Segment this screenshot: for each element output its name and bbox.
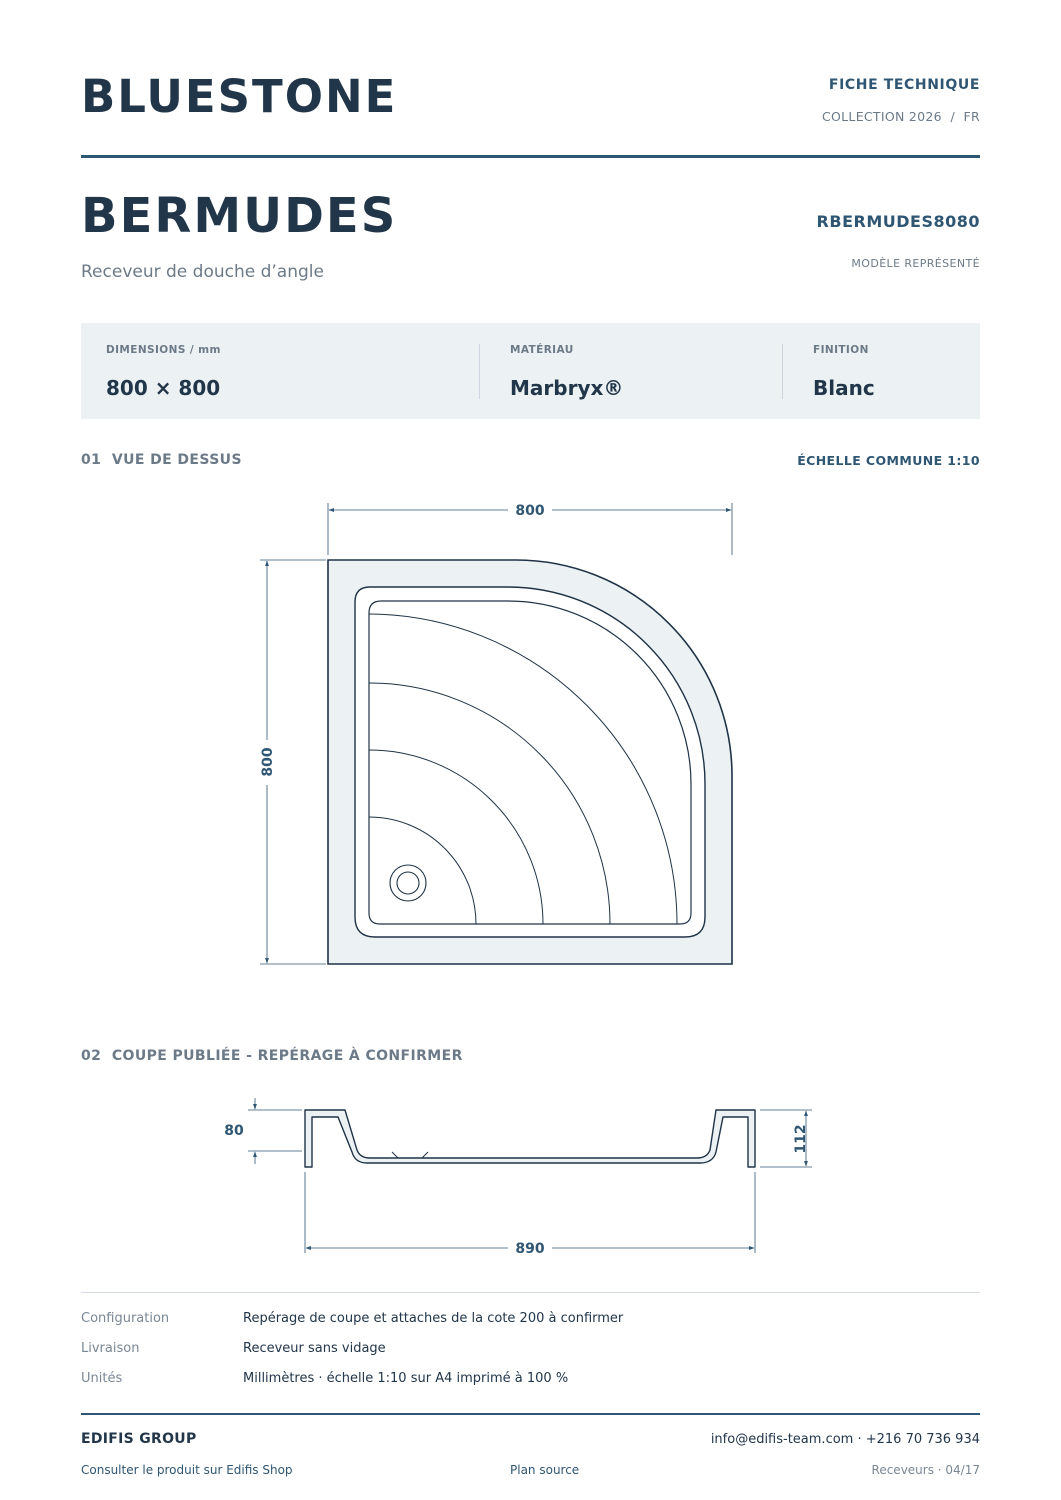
product-subtitle: Receveur de douche d’angle — [81, 262, 324, 282]
info-value: Millimètres · échelle 1:10 sur A4 imprimé à 100 % — [243, 1371, 569, 1386]
info-value: Repérage de coupe et attaches de la cote 200 à confirmer — [243, 1311, 624, 1326]
info-key: Livraison — [81, 1341, 140, 1356]
width-dimension-label: 800 — [515, 503, 545, 519]
footer-divider — [81, 1413, 980, 1415]
plan-source-link[interactable]: Plan source — [510, 1463, 580, 1477]
length-dimension-label: 890 — [515, 1241, 545, 1257]
contact-info[interactable]: info@edifis-team.com · +216 70 736 934 — [710, 1432, 980, 1447]
top-view-drawing — [240, 495, 760, 975]
product-name: BERMUDES — [81, 188, 398, 244]
spec-value: 800 × 800 — [106, 376, 221, 400]
info-value: Receveur sans vidage — [243, 1341, 386, 1356]
section-title-section-view — [81, 1048, 463, 1064]
brand-logo-text: BLUESTONE — [81, 70, 398, 123]
info-row-configuration — [81, 1311, 980, 1331]
section-view-drawing — [210, 1090, 830, 1265]
collection-label: COLLECTION 2026 / FR — [822, 109, 980, 124]
depth-dimension-label: 80 — [224, 1123, 244, 1139]
spec-label: MATÉRIAU — [510, 344, 574, 356]
spec-band — [81, 323, 980, 419]
section-label: VUE DE DESSUS — [111, 452, 242, 468]
drain-recess — [392, 1152, 428, 1158]
info-key: Unités — [81, 1371, 123, 1386]
info-row-delivery — [81, 1341, 980, 1361]
info-row-units — [81, 1371, 980, 1391]
spec-separator — [479, 344, 480, 399]
company-name: EDIFIS GROUP — [81, 1431, 197, 1447]
section-number: 02 — [81, 1048, 102, 1064]
spec-value: Blanc — [813, 376, 875, 400]
document-type: FICHE TECHNIQUE — [828, 77, 980, 93]
info-key: Configuration — [81, 1311, 170, 1326]
scale-note: ÉCHELLE COMMUNE 1:10 — [797, 453, 980, 468]
product-reference: RBERMUDES8080 — [816, 212, 980, 231]
page-reference: Receveurs · 04/17 — [871, 1463, 980, 1477]
spec-label: FINITION — [813, 344, 869, 356]
spec-label: DIMENSIONS / mm — [106, 344, 221, 356]
section-title-top-view — [81, 452, 242, 468]
reference-note: MODÈLE REPRÉSENTÉ — [851, 257, 980, 270]
tray-section-profile — [305, 1110, 755, 1167]
spec-value: Marbryx® — [510, 376, 624, 400]
edifis-shop-link[interactable]: Consulter le produit sur Edifis Shop — [81, 1463, 293, 1477]
section-number: 01 — [81, 452, 102, 468]
height-dimension-label: 800 — [260, 747, 276, 777]
header-divider — [81, 155, 980, 158]
section-label: COUPE PUBLIÉE - REPÉRAGE À CONFIRMER — [111, 1048, 463, 1064]
spec-separator — [782, 344, 783, 399]
drain-inner — [397, 872, 419, 894]
info-divider — [81, 1292, 980, 1293]
height-dimension-label: 112 — [793, 1124, 809, 1154]
